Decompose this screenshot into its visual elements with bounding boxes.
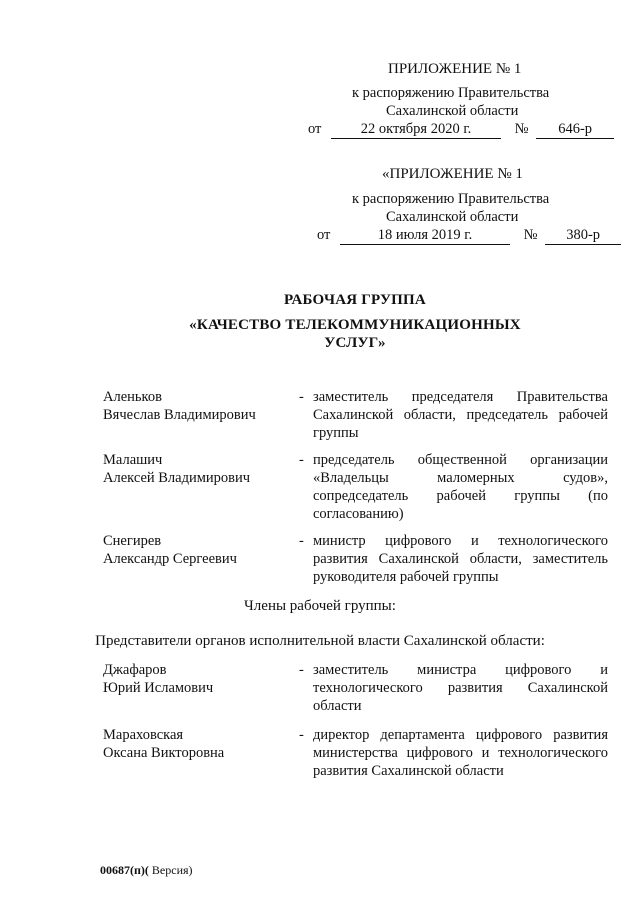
member-description: председатель общественной организации «Владельцы маломерных судов», сопредседатель рабочей группы (по согласованию): [313, 452, 608, 522]
appendix-2-from-label: от: [317, 227, 331, 243]
member-description: заместитель председателя Правительства Сахалинской области, председатель рабочей группы: [313, 389, 608, 441]
member-name: [103, 388, 298, 424]
member-surname: Мараховская: [103, 727, 184, 743]
document-footer: [100, 861, 193, 879]
member-description: директор департамента цифрового развития министерства цифрового и технологического развития Сахалинской области: [313, 727, 608, 779]
member-given-names: Вячеслав Владимирович: [103, 407, 256, 423]
member-name: [103, 451, 298, 487]
member-surname: Снегирев: [103, 533, 162, 549]
appendix-2-line2: Сахалинской области: [386, 209, 519, 225]
appendix-1-number: 646-р: [536, 121, 614, 139]
member-given-names: Оксана Викторовна: [103, 745, 225, 761]
appendix-2-number: 380-р: [545, 227, 621, 245]
member-given-names: Алексей Владимирович: [103, 470, 251, 486]
heading-line-3: УСЛУГ»: [324, 335, 386, 351]
dash-separator: -: [299, 452, 304, 468]
member-surname: Малашич: [103, 452, 163, 468]
heading-line-2: «КАЧЕСТВО ТЕЛЕКОММУНИКАЦИОННЫХ: [189, 317, 521, 333]
appendix-1-date-line: [308, 120, 614, 139]
dash-separator: -: [299, 727, 304, 743]
appendix-1-line2: Сахалинской области: [386, 103, 519, 119]
member-name: [103, 532, 298, 568]
member-surname: Джафаров: [103, 662, 167, 678]
member-description: заместитель министра цифрового и технологического развития Сахалинской области: [313, 662, 608, 714]
appendix-2-date: 18 июля 2019 г.: [340, 227, 510, 245]
appendix-2-line1: к распоряжению Правительства: [352, 191, 550, 207]
appendix-2-date-line: [317, 226, 621, 245]
dash-separator: -: [299, 533, 304, 549]
member-description: министр цифрового и технологического развития Сахалинской области, заместитель руководителя рабочей группы: [313, 533, 608, 585]
member-name: [103, 726, 298, 762]
dash-separator: -: [299, 389, 304, 405]
member-given-names: Юрий Исламович: [103, 680, 214, 696]
subgroup-heading: Представители органов исполнительной власти Сахалинской области:: [95, 633, 545, 649]
appendix-2-no-label: №: [523, 227, 538, 243]
dash-separator: -: [299, 662, 304, 678]
heading-line-1: РАБОЧАЯ ГРУППА: [284, 292, 426, 308]
appendix-2-title: «ПРИЛОЖЕНИЕ № 1: [382, 166, 523, 182]
appendix-1-date: 22 октября 2020 г.: [331, 121, 501, 139]
appendix-1-line1: к распоряжению Правительства: [352, 85, 550, 101]
appendix-1-no-label: №: [514, 121, 529, 137]
member-surname: Аленьков: [103, 389, 162, 405]
appendix-1-from-label: от: [308, 121, 322, 137]
footer-version: Версия): [148, 863, 193, 877]
footer-code: 00687(п)(: [100, 863, 149, 877]
members-heading: Члены рабочей группы:: [244, 598, 396, 614]
member-given-names: Александр Сергеевич: [103, 551, 237, 567]
appendix-1-title: ПРИЛОЖЕНИЕ № 1: [388, 61, 522, 77]
member-name: [103, 661, 298, 697]
